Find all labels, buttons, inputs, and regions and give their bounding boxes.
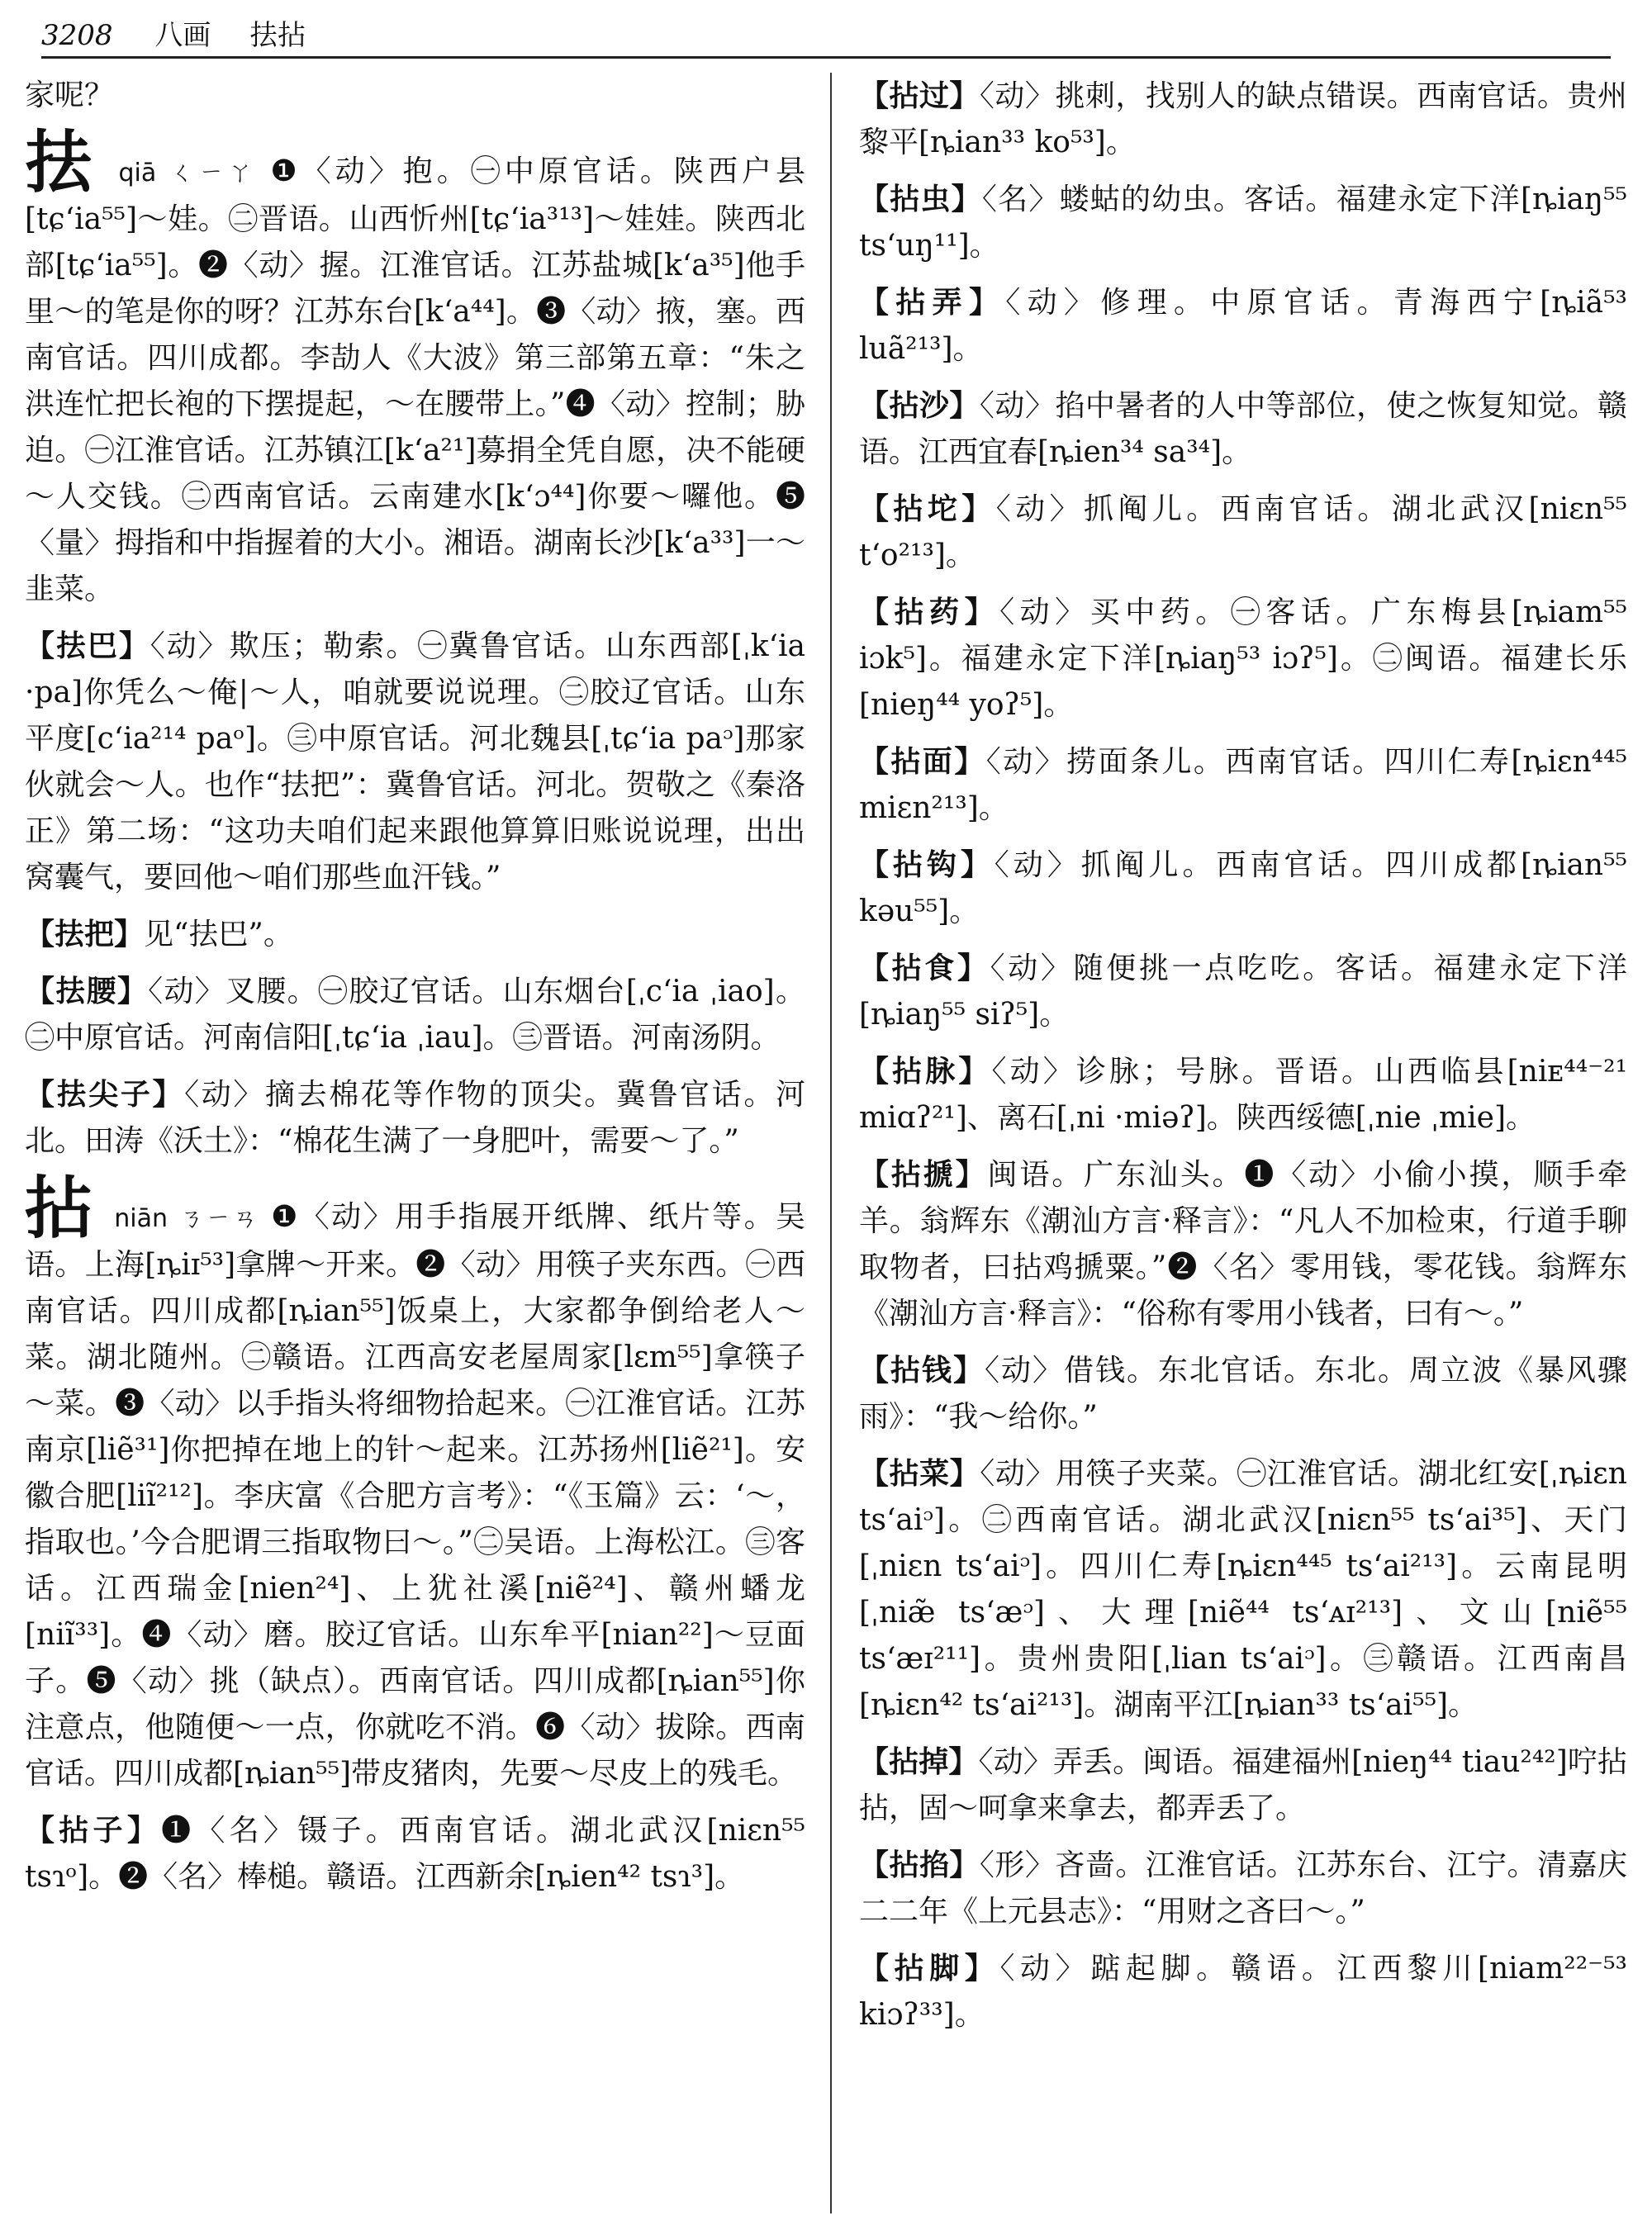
- entry-head: 【拈钱】: [859, 1353, 985, 1388]
- pinyin: qiā: [118, 159, 157, 187]
- definition: 〈名〉蝼蛄的幼虫。客话。福建永定下洋[ȵiaŋ⁵⁵ tsʻuŋ¹¹]。: [859, 183, 1627, 263]
- entry-head: 【拈脉】: [859, 1054, 992, 1089]
- definition: ❶〈名〉镊子。西南官话。湖北武汉[niɛn⁵⁵ tsɿᵒ]。❷〈名〉棒槌。赣语。江西新余[ȵien⁴² tsɿ³]。: [25, 1814, 805, 1894]
- entry: [859, 382, 1627, 476]
- entry-head: 【拈面】: [859, 744, 986, 779]
- continued-text: 家呢？: [25, 78, 115, 112]
- definition: 〈动〉修理。中原官话。青海西宁[ȵiã⁵³ luã²¹³]。: [859, 286, 1627, 366]
- entry-main-nian: [25, 1169, 805, 1797]
- section-label: 八画: [154, 19, 211, 52]
- right-column: [859, 73, 1627, 2213]
- page-header: [41, 15, 1611, 59]
- headword: 拈: [25, 1169, 95, 1248]
- definition: 见“抾巴”。: [144, 918, 293, 951]
- entry: [859, 589, 1627, 728]
- definition: ❶〈动〉抱。㊀中原官话。陕西户县[tɕʻia⁵⁵]～娃。㊁晋语。山西忻州[tɕʻia³¹³]～娃娃。陕西北部[tɕʻia⁵⁵]。❷〈动〉握。江淮官话。江苏盐城[kʻa³⁵]他手里～的笔是你的呀？江苏东台[kʻa⁴⁴]。❸〈动〉掖，塞。西南官话。四川成都。李劼人《大波》第三部第五章：“朱之洪连忙把长袍的下摆提起，～在腰带上。”❹〈动〉控制；胁迫。㊀江淮官话。江苏镇江[kʻa²¹]募捐全凭自愿，决不能硬～人交钱。㊁西南官话。云南建水[kʻɔ⁴⁴]你要～囉他。❺〈量〉拇指和中指握着的大小。湘语。湖南长沙[kʻa³³]一～韭菜。: [25, 154, 805, 606]
- headword: 抾: [25, 123, 97, 202]
- entry-head: 【拈钩】: [859, 847, 995, 882]
- entry: [859, 1842, 1627, 1935]
- entry: [25, 968, 805, 1061]
- definition: 〈动〉踮起脚。赣语。江西黎川[niam²²⁻⁵³ kiɔʔ³³]。: [859, 1952, 1627, 2032]
- definition: 〈动〉诊脉；号脉。晋语。山西临县[niᴇ⁴⁴⁻²¹ miɑʔ²¹]、离石[ˌni ·miəʔ]。陕西绥德[ˌnie ˌmie]。: [859, 1055, 1627, 1135]
- entry: [859, 73, 1627, 166]
- definition: ❶〈动〉用手指展开纸牌、纸片等。吴语。上海[ȵiɪ⁵³]拿牌～开来。❷〈动〉用筷子夹东西。㊀西南官话。四川成都[ȵian⁵⁵]饭桌上，大家都争倒给老人～菜。湖北随州。㊁赣语。江西高安老屋周家[lɛm⁵⁵]拿筷子～菜。❸〈动〉以手指头将细物拾起来。㊀江淮官话。江苏南京[liẽ³¹]你把掉在地上的针～起来。江苏扬州[liẽ²¹]。安徽合肥[liĩ²¹²]。李庆富《合肥方言考》：“《玉篇》云：‘～，指取也。’今合肥谓三指取物曰～。”㊁吴语。上海松江。㊂客话。江西瑞金[nien²⁴]、上犹社溪[niẽ²⁴]、赣州蟠龙[niĩ³³]。❹〈动〉磨。胶辽官话。山东牟平[nian²²]～豆面子。❺〈动〉挑（缺点）。西南官话。四川成都[ȵian⁵⁵]你注意点，他随便～一点，你就吃不消。❻〈动〉拔除。西南官话。四川成都[ȵian⁵⁵]带皮猪肉，先要～尽皮上的残毛。: [25, 1200, 805, 1791]
- entry: [25, 1071, 805, 1165]
- entry: [859, 842, 1627, 935]
- entry: [25, 911, 805, 958]
- entry-head: 【抾尖子】: [25, 1077, 185, 1112]
- entry-head: 【抾把】: [25, 917, 145, 951]
- entry: [25, 623, 805, 901]
- entry: [859, 1347, 1627, 1440]
- definition: 〈动〉抓阄儿。西南官话。湖北武汉[niɛn⁵⁵ tʻo²¹³]。: [859, 492, 1627, 572]
- header-chars: 抾拈: [249, 19, 306, 52]
- entry: [859, 1450, 1627, 1729]
- definition: 〈动〉欺压；勒索。㊀冀鲁官话。山东西部[ˌkʻia ·pa]你凭么～俺|～人，咱就要说说理。㊁胶辽官话。山东平度[cʻia²¹⁴ paᵒ]。㊂中原官话。河北魏县[ˌtɕʻia paᵓ]那家伙就会～人。也作“抾把”：冀鲁官话。河北。贺敬之《秦洛正》第二场：“这功夫咱们起来跟他算算旧账说说理，出出窝囊气，要回他～咱们那些血汗钱。”: [25, 629, 805, 894]
- definition: 〈动〉摘去棉花等作物的顶尖。冀鲁官话。河北。田涛《沃土》：“棉花生满了一身肥叶，需要～了。”: [25, 1078, 805, 1158]
- definition: 〈动〉挑刺，找别人的缺点错误。西南官话。贵州黎平[ȵian³³ ko⁵³]。: [859, 79, 1627, 159]
- zhuyin: ㄋㄧㄢ: [178, 1204, 260, 1233]
- entry-main-qia: [25, 123, 805, 613]
- entry: [859, 1151, 1627, 1337]
- entry: [859, 1945, 1627, 2038]
- definition: 〈动〉叉腰。㊀胶辽官话。山东烟台[ˌcʻia ˌiao]。㊁中原官话。河南信阳[ˌtɕʻia ˌiau]。㊂晋语。河南汤阴。: [25, 975, 805, 1055]
- entry-head: 【抾腰】: [25, 974, 149, 1008]
- entry: [859, 1739, 1627, 1832]
- column-divider: [830, 73, 832, 2213]
- entry-head: 【抾巴】: [25, 629, 150, 663]
- entry: [859, 945, 1627, 1038]
- zhuyin: ㄑㄧㄚ: [169, 159, 257, 187]
- entry-head: 【拈菜】: [859, 1456, 980, 1491]
- entry-head: 【拈坨】: [859, 491, 996, 526]
- entry: [859, 486, 1627, 579]
- entry-head: 【拈过】: [859, 78, 980, 113]
- definition: 〈动〉借钱。东北官话。东北。周立波《暴风骤雨》：“我～给你。”: [859, 1354, 1627, 1434]
- definition: 〈动〉捞面条儿。西南官话。四川仁寿[ȵiɛn⁴⁴⁵ miɛn²¹³]。: [859, 745, 1627, 825]
- definition: 〈动〉掐中暑者的人中等部位，使之恢复知觉。赣语。江西宜春[ȵien³⁴ sa³⁴]。: [859, 389, 1627, 469]
- definition: 〈动〉买中药。㊀客话。广东梅县[ȵiam⁵⁵ iɔk⁵]。福建永定下洋[ȵiaŋ⁵³ iɔʔ⁵]。㊁闽语。福建长乐[nieŋ⁴⁴ yoʔ⁵]。: [859, 595, 1627, 722]
- entry: [859, 279, 1627, 372]
- entry: [859, 176, 1627, 269]
- entry: [859, 738, 1627, 832]
- entry-head: 【拈搋】: [859, 1157, 988, 1192]
- entry-head: 【拈药】: [859, 595, 1000, 629]
- entry: [25, 1807, 805, 1900]
- definition: 〈动〉弄丢。闽语。福建福州[nieŋ⁴⁴ tiau²⁴²]咛拈拈，固～呵拿来拿去，都弄丢了。: [859, 1745, 1627, 1825]
- pinyin: niān: [114, 1204, 169, 1233]
- definition: 〈形〉吝啬。江淮官话。江苏东台、江宁。清嘉庆二二年《上元县志》：“用财之吝曰～。”: [859, 1848, 1627, 1929]
- definition: 闽语。广东汕头。❶〈动〉小偷小摸，顺手牵羊。翁辉东《潮汕方言·释言》：“凡人不加检束，行道手聊取物者，曰拈鸡搋粟。”❷〈名〉零用钱，零花钱。翁辉东《潮汕方言·释言》：“俗称有零用小钱者，曰有～。”: [859, 1158, 1627, 1331]
- entry-head: 【拈掐】: [859, 1848, 980, 1882]
- entry-head: 【拈子】: [25, 1813, 162, 1848]
- page-number: 3208: [41, 19, 113, 52]
- entry: [859, 1048, 1627, 1141]
- definition: 〈动〉抓阄儿。西南官话。四川成都[ȵian⁵⁵ kəu⁵⁵]。: [859, 848, 1627, 928]
- definition: 〈动〉随便挑一点吃吃。客话。福建永定下洋[ȵiaŋ⁵⁵ siʔ⁵]。: [859, 951, 1627, 1032]
- entry-head: 【拈脚】: [859, 1951, 1000, 1986]
- entry-head: 【拈沙】: [859, 388, 980, 423]
- entry-head: 【拈食】: [859, 951, 990, 985]
- entry-head: 【拈虫】: [859, 182, 982, 216]
- entry-head: 【拈掉】: [859, 1744, 979, 1779]
- left-column: [25, 73, 805, 2213]
- entry-head: 【拈弄】: [859, 285, 1006, 320]
- definition: 〈动〉用筷子夹菜。㊀江淮官话。湖北红安[ˌȵiɛn tsʻaiᵓ]。㊁西南官话。湖北武汉[niɛn⁵⁵ tsʻai³⁵]、天门[ˌniɛn tsʻaiᵓ]。四川仁寿[ȵiɛn⁴⁴⁵ tsʻai²¹³]。云南昆明[ˌniæ̃ tsʻæᵓ]、大理[niẽ⁴⁴ tsʻᴀɪ²¹³]、文山[niẽ⁵⁵ tsʻæɪ²¹¹]。贵州贵阳[ˌlian tsʻaiᵓ]。㊂赣语。江西南昌[ȵiɛn⁴² tsʻai²¹³]。湖南平江[ȵian³³ tsʻai⁵⁵]。: [859, 1457, 1627, 1722]
